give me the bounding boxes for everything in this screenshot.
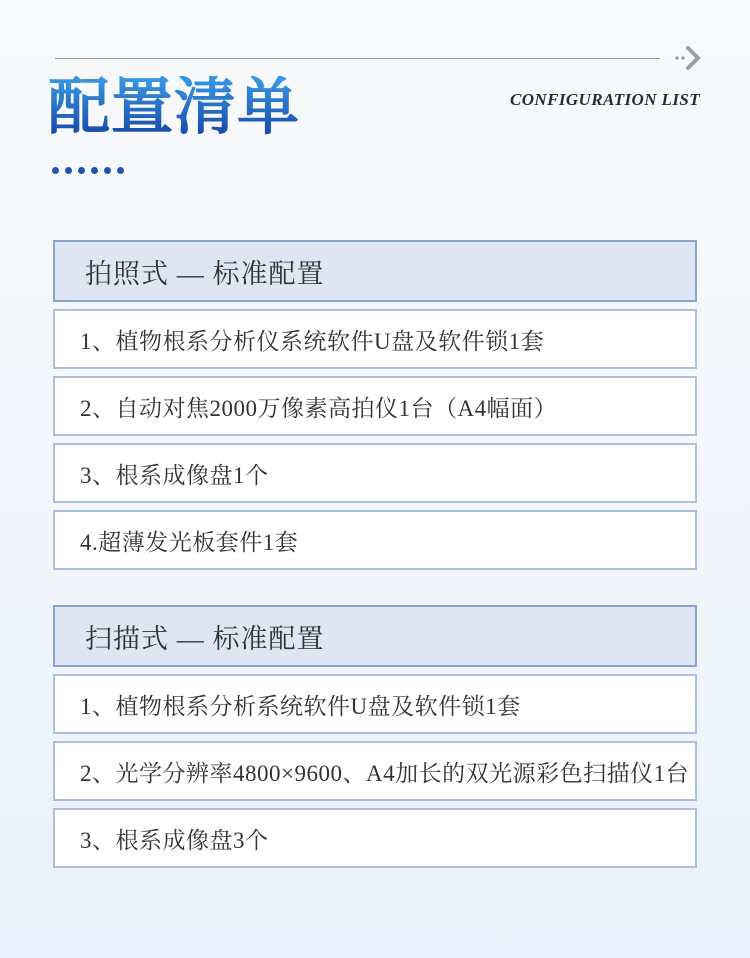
horizontal-rule xyxy=(55,58,660,59)
item-text: 3、根系成像盘3个 xyxy=(80,827,269,853)
title-dots xyxy=(52,167,124,174)
top-divider-row xyxy=(55,48,704,68)
item-text: 3、根系成像盘1个 xyxy=(80,462,269,488)
page-title: 配置清单 xyxy=(48,74,301,142)
list-item xyxy=(53,309,697,369)
section-rows xyxy=(53,309,697,570)
item-text: 2、自动对焦2000万像素高拍仪1台（A4幅面） xyxy=(80,395,558,421)
page-subtitle: CONFIGURATION LIST xyxy=(510,89,700,109)
chevron-right-icon xyxy=(674,45,704,71)
dot xyxy=(52,167,59,174)
sections xyxy=(53,240,697,868)
list-item xyxy=(53,808,697,868)
item-text: 4.超薄发光板套件1套 xyxy=(80,529,299,555)
section-rows xyxy=(53,674,697,868)
list-item xyxy=(53,674,697,734)
dot xyxy=(65,167,72,174)
item-text: 1、植物根系分析仪系统软件U盘及软件锁1套 xyxy=(80,328,545,354)
section-header xyxy=(53,605,697,667)
section-title: 扫描式 — 标准配置 xyxy=(85,623,325,654)
dot xyxy=(91,167,98,174)
dot xyxy=(104,167,111,174)
config-section xyxy=(53,605,697,868)
list-item xyxy=(53,741,697,801)
item-text: 2、光学分辨率4800×9600、A4加长的双光源彩色扫描仪1台 xyxy=(80,760,690,786)
dot xyxy=(117,167,124,174)
section-header xyxy=(53,240,697,302)
title-row xyxy=(48,76,700,141)
list-item xyxy=(53,443,697,503)
item-text: 1、植物根系分析系统软件U盘及软件锁1套 xyxy=(80,693,521,719)
list-item xyxy=(53,376,697,436)
list-item xyxy=(53,510,697,570)
dot xyxy=(78,167,85,174)
config-section xyxy=(53,240,697,570)
section-title: 拍照式 — 标准配置 xyxy=(85,258,325,289)
